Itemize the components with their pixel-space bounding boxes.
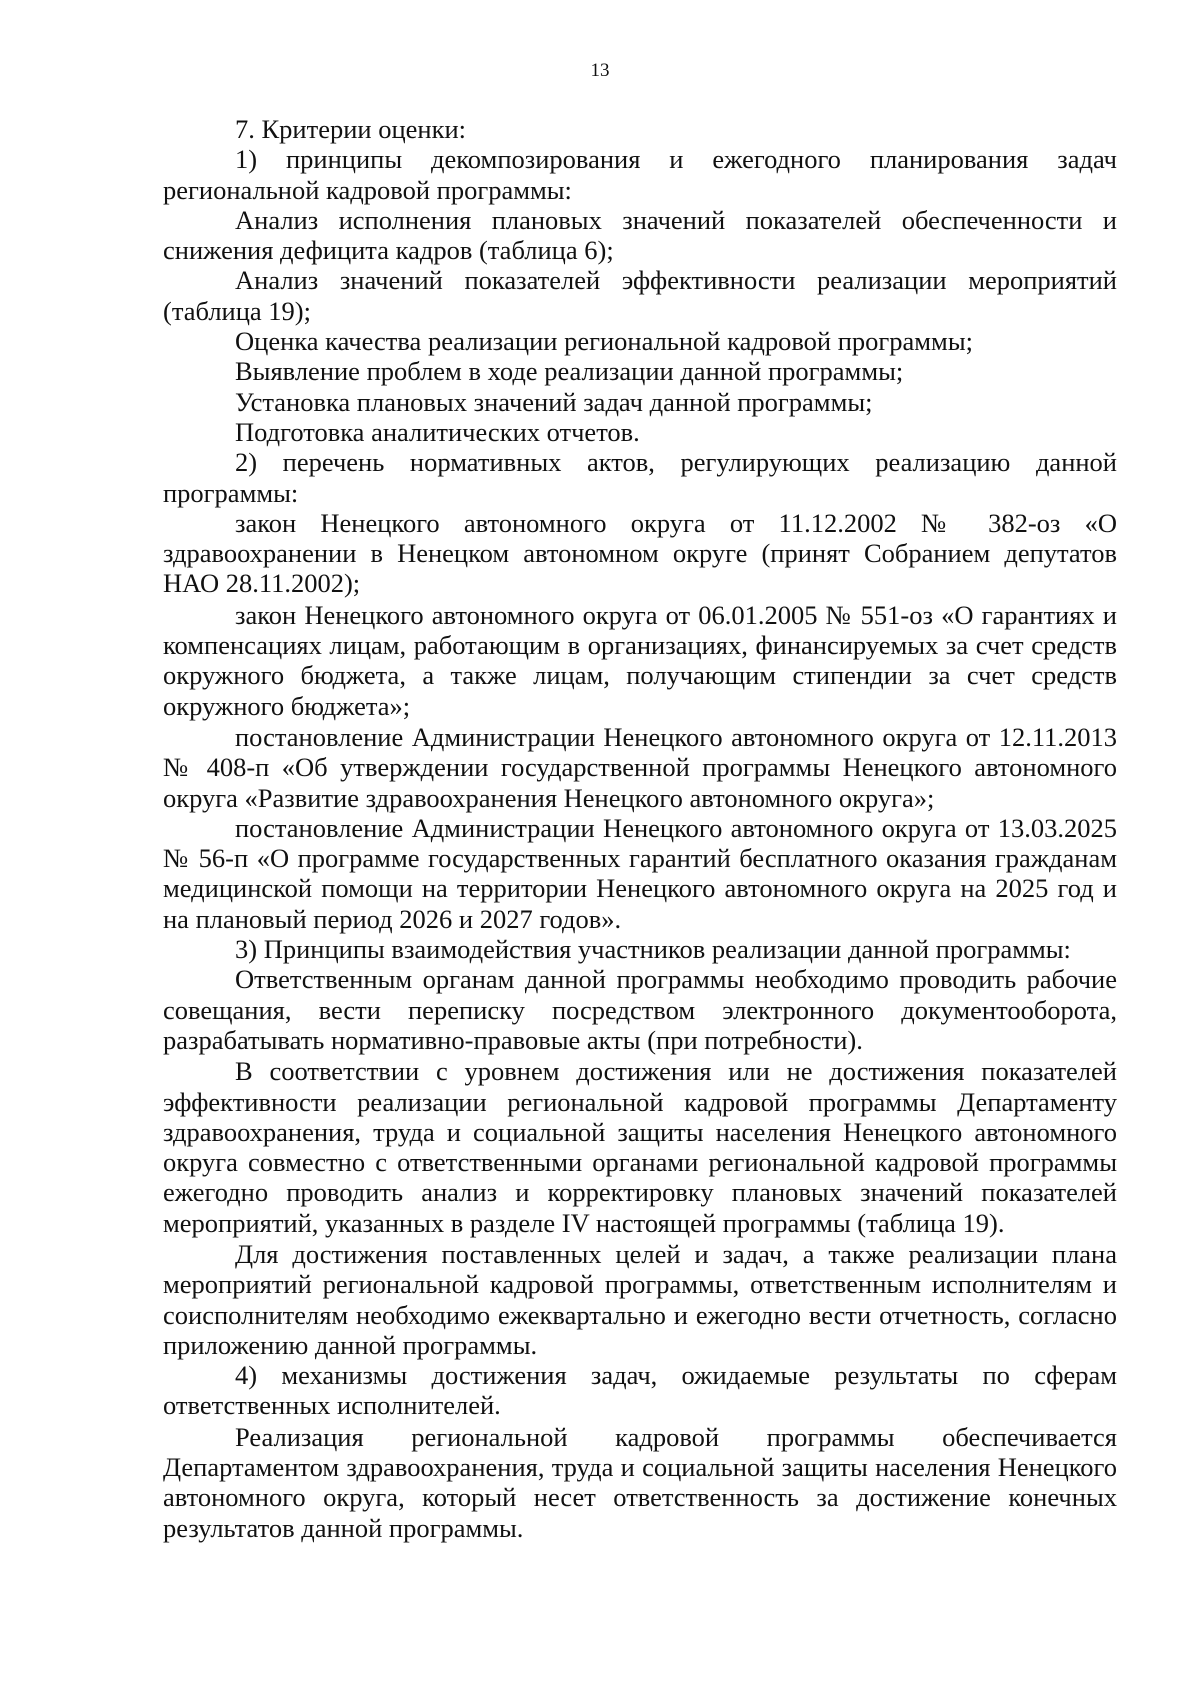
paragraph: Подготовка аналитических отчетов. bbox=[235, 416, 640, 447]
paragraph: Ответственным органам данной программы необходимо проводить рабочие совещания, вести переписку посредством электронного документооборота, разрабатывать нормативно-правовые акты (при потребности). bbox=[163, 964, 1117, 1055]
page-number: 13 bbox=[590, 60, 610, 81]
paragraph: Установка плановых значений задач данной программы; bbox=[235, 386, 873, 417]
paragraph: Оценка качества реализации региональной кадровой программы; bbox=[235, 326, 973, 357]
paragraph: Реализация региональной кадровой программы обеспечивается Департаментом здравоохранения, труда и социальной защиты населения Ненецкого автономного округа, который несет ответственность за достижение конечных результатов данной программы. bbox=[163, 1421, 1117, 1543]
paragraph: закон Ненецкого автономного округа от 06.01.2005 № 551-оз «О гарантиях и компенсациях лицам, работающим в организациях, финансируемых за счет средств окружного бюджета, а также лицам, получающим стипендии за счет средств окружного бюджета»; bbox=[163, 599, 1117, 721]
paragraph: закон Ненецкого автономного округа от 11.12.2002 № 382-оз «О здравоохранении в Ненецком автономном округе (принят Собранием депутатов НАО 28.11.2002); bbox=[163, 507, 1117, 599]
paragraph: Выявление проблем в ходе реализации данной программы; bbox=[235, 356, 904, 387]
paragraph: 2) перечень нормативных актов, регулирующих реализацию данной программы: bbox=[163, 447, 1117, 508]
paragraph: Анализ исполнения плановых значений показателей обеспеченности и снижения дефицита кадров (таблица 6); bbox=[163, 204, 1117, 266]
paragraph: Для достижения поставленных целей и задач, а также реализации плана мероприятий региональной кадровой программы, ответственным исполнителям и соисполнителям необходимо ежеквартально и ежегодно вести отчетность, согласно приложению данной программы. bbox=[163, 1238, 1117, 1360]
paragraph: Анализ значений показателей эффективности реализации мероприятий (таблица 19); bbox=[163, 265, 1117, 326]
paragraph: постановление Администрации Ненецкого автономного округа от 13.03.2025 № 56-п «О программе государственных гарантий бесплатного оказания гражданам медицинской помощи на территории Ненецкого автономного округа на 2025 год и на плановый период 2026 и 2027 годов». bbox=[163, 812, 1117, 934]
paragraph: В соответствии с уровнем достижения или не достижения показателей эффективности реализации региональной кадровой программы Департаменту здравоохранения, труда и социальной защиты населения Ненецкого автономного округа совместно с ответственными органами региональной кадровой программы ежегодно проводить анализ и корректировку плановых значений показателей мероприятий, указанных в разделе IV настоящей программы (таблица 19). bbox=[163, 1056, 1117, 1238]
paragraph: постановление Администрации Ненецкого автономного округа от 12.11.2013 № 408-п «Об утверждении государственной программы Ненецкого автономного округа «Развитие здравоохранения Ненецкого автономного округа»; bbox=[163, 721, 1117, 813]
document-body bbox=[163, 114, 1117, 1543]
paragraph: 4) механизмы достижения задач, ожидаемые результаты по сферам ответственных исполнителей. bbox=[163, 1360, 1117, 1421]
section-heading: 7. Критерии оценки: bbox=[235, 114, 466, 144]
paragraph: 1) принципы декомпозирования и ежегодного планирования задач региональной кадровой программы: bbox=[163, 144, 1117, 205]
paragraph: 3) Принципы взаимодействия участников реализации данной программы: bbox=[235, 934, 1071, 965]
